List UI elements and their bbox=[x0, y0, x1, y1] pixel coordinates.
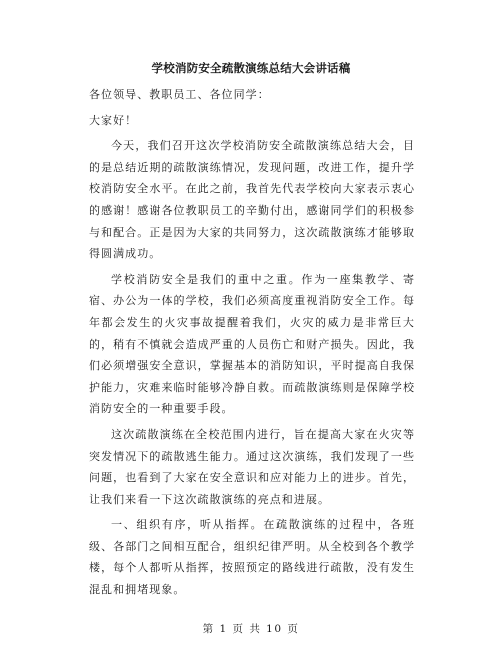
greeting: 大家好！ bbox=[89, 113, 138, 127]
document-body bbox=[89, 84, 415, 605]
paragraph: 今天，我们召开这次学校消防安全疏散演练总结大会，目的是总结近期的疏散演练情况，发现问题，改进工作，提升学校消防安全水平。在此之前，我首先代表学校向大家表示衷心的感谢！感谢各位教职员工的辛勤付出，感谢同学们的积极参与和配合。正是因为大家的共同努力，这次疏散演练才能够取得圆满成功。 bbox=[89, 139, 415, 261]
document-title: 学校消防安全疏散演练总结大会讲话稿 bbox=[151, 61, 351, 75]
paragraph: 一、组织有序，听从指挥。在疏散演练的过程中，各班级、各部门之间相互配合，组织纪律严明。从全校到各个教学楼，每个人都听从指挥，按照预定的路线进行疏散，没有发生混乱和拥堵现象。 bbox=[89, 518, 415, 597]
page-number-footer: 第 1 页 共 10 页 bbox=[202, 623, 300, 635]
paragraph: 这次疏散演练在全校范围内进行，旨在提高大家在火灾等突发情况下的疏散逃生能力。通过这次演练，我们发现了一些问题，也看到了大家在安全意识和应对能力上的进步。首先，让我们来看一下这次疏散演练的亮点和进展。 bbox=[89, 427, 415, 506]
salutation: 各位领导、教职员工、各位同学： bbox=[89, 88, 270, 101]
paragraph: 学校消防安全是我们的重中之重。作为一座集教学、寄宿、办公为一体的学校，我们必须高度重视消防安全工作。每年都会发生的火灾事故提醒着我们，火灾的威力是非常巨大的，稍有不慎就会造成严重的人员伤亡和财产损失。因此，我们必须增强安全意识，掌握基本的消防知识，平时提高自我保护能力，灾难来临时能够冷静自救。而疏散演练则是保障学校消防安全的一种重要手段。 bbox=[89, 272, 415, 416]
